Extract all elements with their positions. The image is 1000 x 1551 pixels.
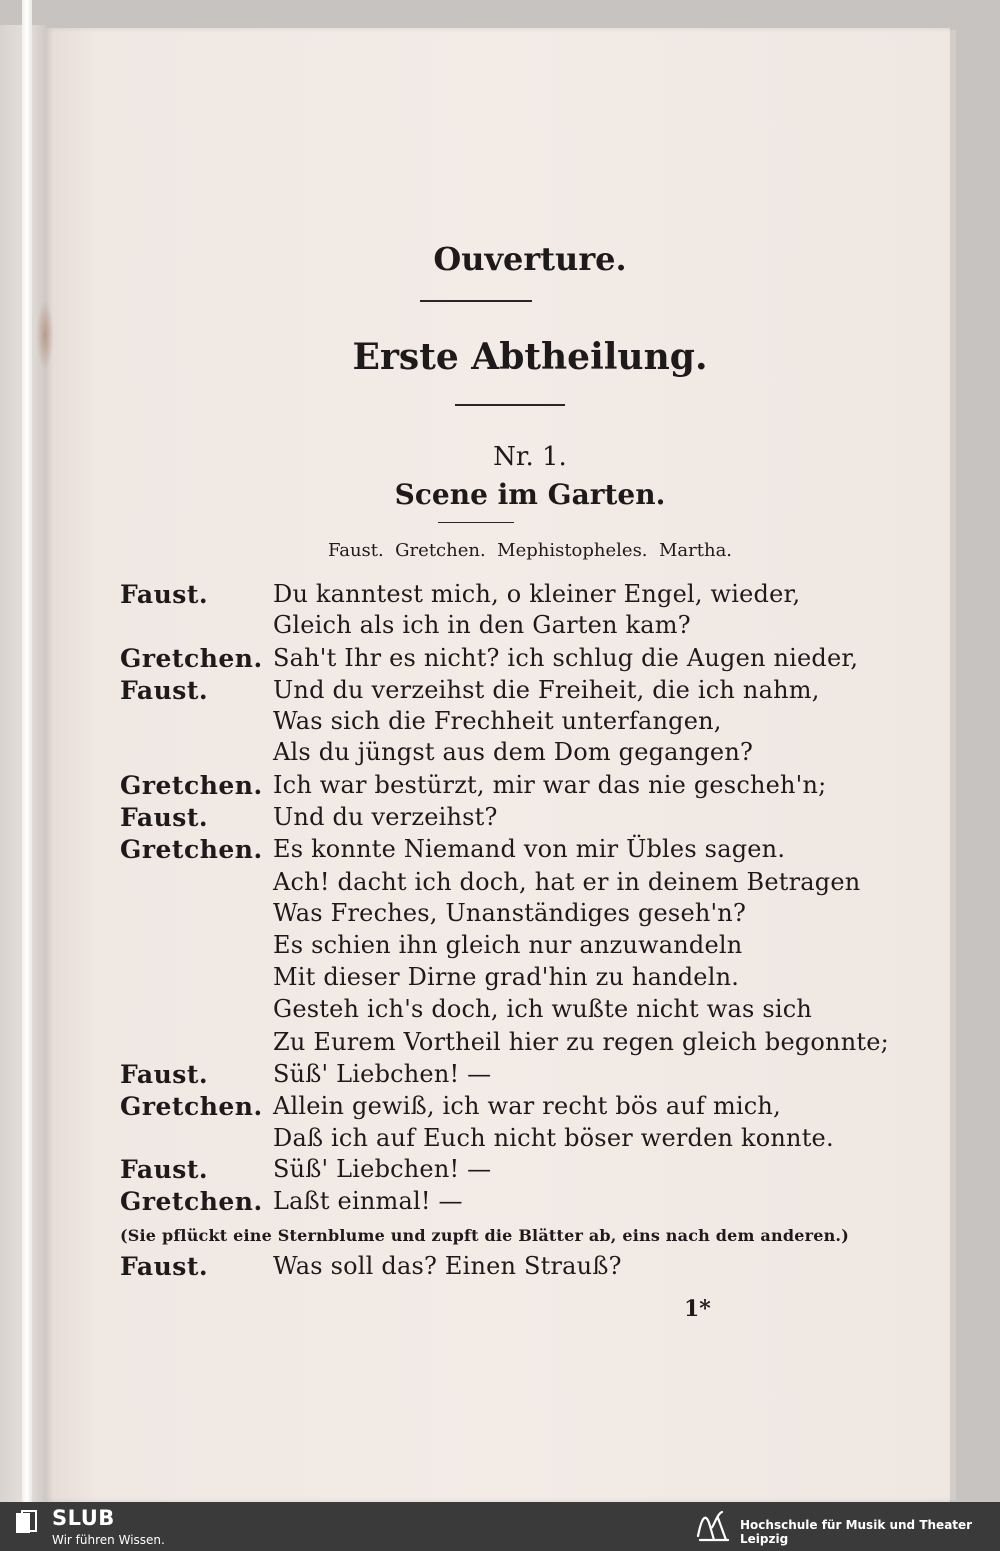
speaker-label: Faust.: [120, 1155, 209, 1184]
verse-line: [0, 803, 1000, 837]
verse-line: [0, 1028, 1000, 1062]
verse-text: Laßt einmal! —: [273, 1187, 463, 1215]
verse-line: [0, 995, 1000, 1029]
act-heading: Erste Abtheilung.: [352, 336, 708, 378]
verse-line: [0, 771, 1000, 805]
act-rule: [455, 404, 565, 406]
verse-text: Was soll das? Einen Strauß?: [273, 1252, 622, 1280]
speaker-label: Gretchen.: [120, 835, 263, 864]
verse-line: [0, 1060, 1000, 1094]
verse-line: [0, 1252, 1000, 1286]
slub-logo-icon[interactable]: [14, 1510, 38, 1536]
verse-text: Es konnte Niemand von mir Übles sagen.: [273, 835, 786, 863]
verse-text: Was Freches, Unanständiges geseh'n?: [273, 899, 747, 927]
library-slogan: Wir führen Wissen.: [52, 1533, 165, 1547]
verse-text: Sah't Ihr es nicht? ich schlug die Augen nieder,: [273, 644, 859, 672]
verse-text: Gesteh ich's doch, ich wußte nicht was sich: [273, 995, 813, 1023]
hfm-logo-icon[interactable]: [692, 1506, 732, 1546]
verse-line: [0, 707, 1000, 741]
speaker-label: Gretchen.: [120, 644, 263, 673]
scene-rule: [438, 522, 514, 523]
verse-text: Süß' Liebchen! —: [273, 1060, 492, 1088]
signature-mark: 1*: [684, 1296, 711, 1322]
verse-line: [0, 868, 1000, 902]
verse-text: Daß ich auf Euch nicht böser werden konnte.: [273, 1124, 834, 1152]
verse-line: [0, 1092, 1000, 1126]
stage-direction: (Sie pflückt eine Sternblume und zupft die Blätter ab, eins nach dem anderen.): [120, 1226, 849, 1245]
verse-text: Es schien ihn gleich nur anzuwandeln: [273, 931, 743, 959]
verse-text: Und du verzeihst?: [273, 803, 498, 831]
verse-line: [0, 611, 1000, 645]
verse-text: Allein gewiß, ich war recht bös auf mich,: [273, 1092, 781, 1120]
ouverture-heading: Ouverture.: [433, 240, 627, 278]
verse-line: [0, 1124, 1000, 1158]
speaker-label: Faust.: [120, 1060, 209, 1089]
verse-line: [0, 580, 1000, 614]
verse-text: Mit dieser Dirne grad'hin zu handeln.: [273, 963, 740, 991]
verse-text: Ach! dacht ich doch, hat er in deinem Betragen: [273, 868, 861, 896]
number-heading: Nr. 1.: [493, 442, 567, 472]
verse-text: Als du jüngst aus dem Dom gegangen?: [273, 738, 754, 766]
speaker-label: Faust.: [120, 676, 209, 705]
verse-line: [0, 963, 1000, 997]
speaker-label: Gretchen.: [120, 771, 263, 800]
verse-line: [0, 835, 1000, 869]
speaker-label: Faust.: [120, 803, 209, 832]
speaker-label: Gretchen.: [120, 1187, 263, 1216]
speaker-label: Faust.: [120, 1252, 209, 1281]
verse-text: Was sich die Frechheit unterfangen,: [273, 707, 722, 735]
verse-line: [0, 931, 1000, 965]
verse-text: Süß' Liebchen! —: [273, 1155, 492, 1183]
verse-line: [0, 1187, 1000, 1221]
verse-line: [0, 644, 1000, 678]
verse-line: [0, 738, 1000, 772]
heading-rule: [420, 300, 532, 302]
verse-text: Zu Eurem Vortheil hier zu regen gleich begonnte;: [273, 1028, 889, 1056]
verse-text: Gleich als ich in den Garten kam?: [273, 611, 691, 639]
viewer-footer: [0, 1502, 1000, 1551]
speaker-label: Faust.: [120, 580, 209, 609]
verse-text: Du kanntest mich, o kleiner Engel, wieder,: [273, 580, 801, 608]
institution-name[interactable]: Hochschule für Musik und Theater Leipzig: [740, 1518, 973, 1546]
verse-text: Ich war bestürzt, mir war das nie gescheh'n;: [273, 771, 827, 799]
verse-line: [0, 1155, 1000, 1189]
speaker-label: Gretchen.: [120, 1092, 263, 1121]
scene-title: Scene im Garten.: [394, 478, 666, 511]
verse-line: [0, 899, 1000, 933]
verse-text: Und du verzeihst die Freiheit, die ich nahm,: [273, 676, 820, 704]
dramatis-personae: Faust. Gretchen. Mephistopheles. Martha.: [327, 540, 733, 561]
verse-line: [0, 676, 1000, 710]
library-name[interactable]: SLUB: [52, 1506, 115, 1530]
